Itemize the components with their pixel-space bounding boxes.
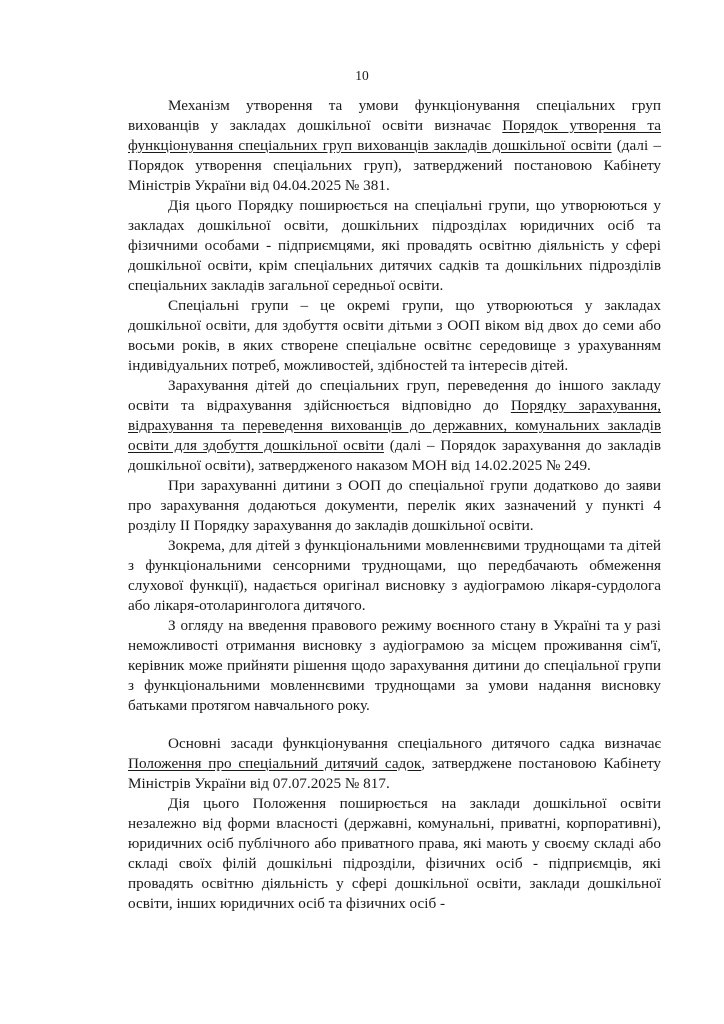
page-number: 10 (355, 68, 369, 83)
paragraph-regulation-scope: Дія цього Положення поширюється на заклади дошкільної освіти незалежно від форми власності (державні, комунальні, приватні, корпоративні), юридичних осіб публічного або приватного права, які мають у своєму складі або складі своїх філій дошкільні підрозділи, фізичних осіб - підприємців, які провадять освітню діяльність у сфері дошкільної освіти, заклади дошкільної освіти, інших юридичних осіб та фізичних осіб - (128, 795, 661, 912)
section-divider (128, 716, 661, 734)
enrollment-order-link[interactable]: Порядку зарахування, відрахування та переведення вихованців до державних, комунальних закладів освіти для здобуття дошкільної освіти (128, 397, 661, 454)
paragraph-text: (далі – Порядок зарахування до закладів дошкільної освіти), затвердженого наказом МОН від 14.02.2025 № 249. (128, 437, 661, 474)
paragraph-martial-law-exception: З огляду на введення правового режиму воєнного стану в Україні та у разі неможливості отримання висновку з аудіограмою за місцем проживання сім'ї, керівник може прийняти рішення щодо зарахування дитини до спеціальної групи з функціональними мовленнєвими труднощами за умови надання висновку батьками протягом навчального року. (128, 617, 661, 714)
paragraph-special-groups-mechanism (128, 96, 661, 196)
document-body (128, 96, 661, 914)
special-kindergarten-regulation-link[interactable]: Положення про спеціальний дитячий садок (128, 755, 422, 772)
paragraph-special-groups-definition: Спеціальні групи – це окремі групи, що утворюються у закладах дошкільної освіти, для здобуття освіти дітьми з ООП віком від двох до семи або восьми років, в яких створене спеціальне освітнє середовище з урахуванням індивідуальних потреб, можливостей, здібностей та інтересів дітей. (128, 297, 661, 374)
paragraph-enrollment-transfer (128, 376, 661, 476)
paragraph-audiogram-requirement: Зокрема, для дітей з функціональними мовленнєвими труднощами та дітей з функціональними сенсорними труднощами, що передбачають обмеження слухової функції), надається оригінал висновку з аудіограмою лікаря-сурдолога або лікаря-отоларинголога дитячого. (128, 537, 661, 614)
paragraph-special-kindergarten-principles (128, 734, 661, 794)
paragraph-enrollment-documents: При зарахуванні дитини з ООП до спеціальної групи додатково до заяви про зарахування додаються документи, перелік яких зазначений у пункті 4 розділу II Порядку зарахування до закладів дошкільної освіти. (128, 477, 661, 534)
order-special-groups-link[interactable]: Порядок утворення та функціонування спеціальних груп вихованців закладів дошкільної освіти (128, 117, 661, 154)
paragraph-text: Основні засади функціонування спеціального дитячого садка визначає (168, 735, 661, 752)
paragraph-text: Механізм утворення та умови функціонування спеціальних груп вихованців у закладах дошкільної освіти визначає (128, 97, 661, 134)
paragraph-text: (далі – Порядок утворення спеціальних груп), затверджений постановою Кабінету Міністрів України від 04.04.2025 № 381. (128, 137, 661, 194)
paragraph-text: , затверджене постановою Кабінету Міністрів України від 07.07.2025 № 817. (128, 755, 661, 792)
paragraph-text: Зарахування дітей до спеціальних груп, переведення до іншого закладу освіти та відрахування здійснюється відповідно до (128, 377, 661, 414)
paragraph-order-scope: Дія цього Порядку поширюється на спеціальні групи, що утворюються у закладах дошкільної освіти, дошкільних підрозділах юридичних осіб та фізичними особами - підприємцями, які провадять освітню діяльність у сфері дошкільної освіти, крім спеціальних дитячих садків та дошкільних підрозділів спеціальних закладів загальної середньої освіти. (128, 197, 661, 294)
